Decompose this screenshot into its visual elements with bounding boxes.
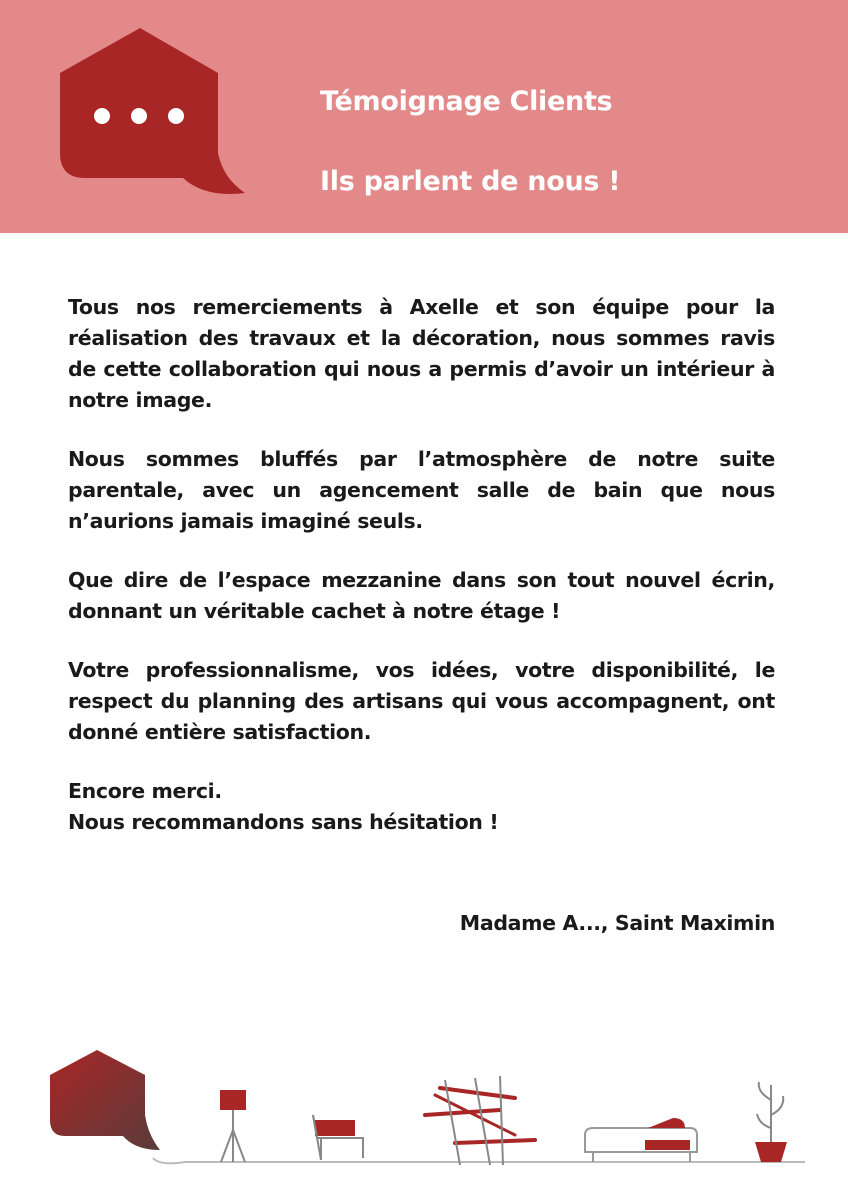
armchair-icon: [313, 1115, 363, 1160]
floor-lamp-icon: [220, 1090, 246, 1162]
testimonial-paragraph: Nous sommes bluffés par l’atmosphère de notre suite parentale, avec un agencement salle de bain que nous n’aurions jamais imaginé seuls.: [68, 447, 775, 533]
house-bubble-icon: [50, 1050, 160, 1150]
testimonial-body: [68, 292, 775, 866]
ladder-shelf-icon: [425, 1088, 535, 1143]
testimonial-paragraph: Votre professionnalisme, vos idées, votre disponibilité, le respect du planning des artisans qui vous accompagnent, ont donné entière satisfaction.: [68, 658, 775, 744]
interior-furniture-line-illustration: [45, 1040, 815, 1180]
page-subtitle: Ils parlent de nous !: [320, 166, 621, 197]
signature: Madame A..., Saint Maximin: [459, 911, 775, 935]
closing-line: Encore merci.: [68, 779, 222, 803]
potted-plant-icon: [755, 1082, 787, 1162]
page-title: Témoignage Clients: [320, 86, 613, 117]
speech-house-icon: [55, 28, 250, 203]
closing-paragraph: [68, 776, 775, 838]
sofa-icon: [585, 1118, 697, 1162]
header-banner: [0, 0, 848, 233]
testimonial-paragraph: Tous nos remerciements à Axelle et son équipe pour la réalisation des travaux et la décoration, nous sommes ravis de cette collaboration qui nous a permis d’avoir un intérieur à notre image.: [68, 295, 775, 412]
testimonial-paragraph: Que dire de l’espace mezzanine dans son tout nouvel écrin, donnant un véritable cachet à notre étage !: [68, 568, 775, 623]
closing-line: Nous recommandons sans hésitation !: [68, 810, 499, 834]
